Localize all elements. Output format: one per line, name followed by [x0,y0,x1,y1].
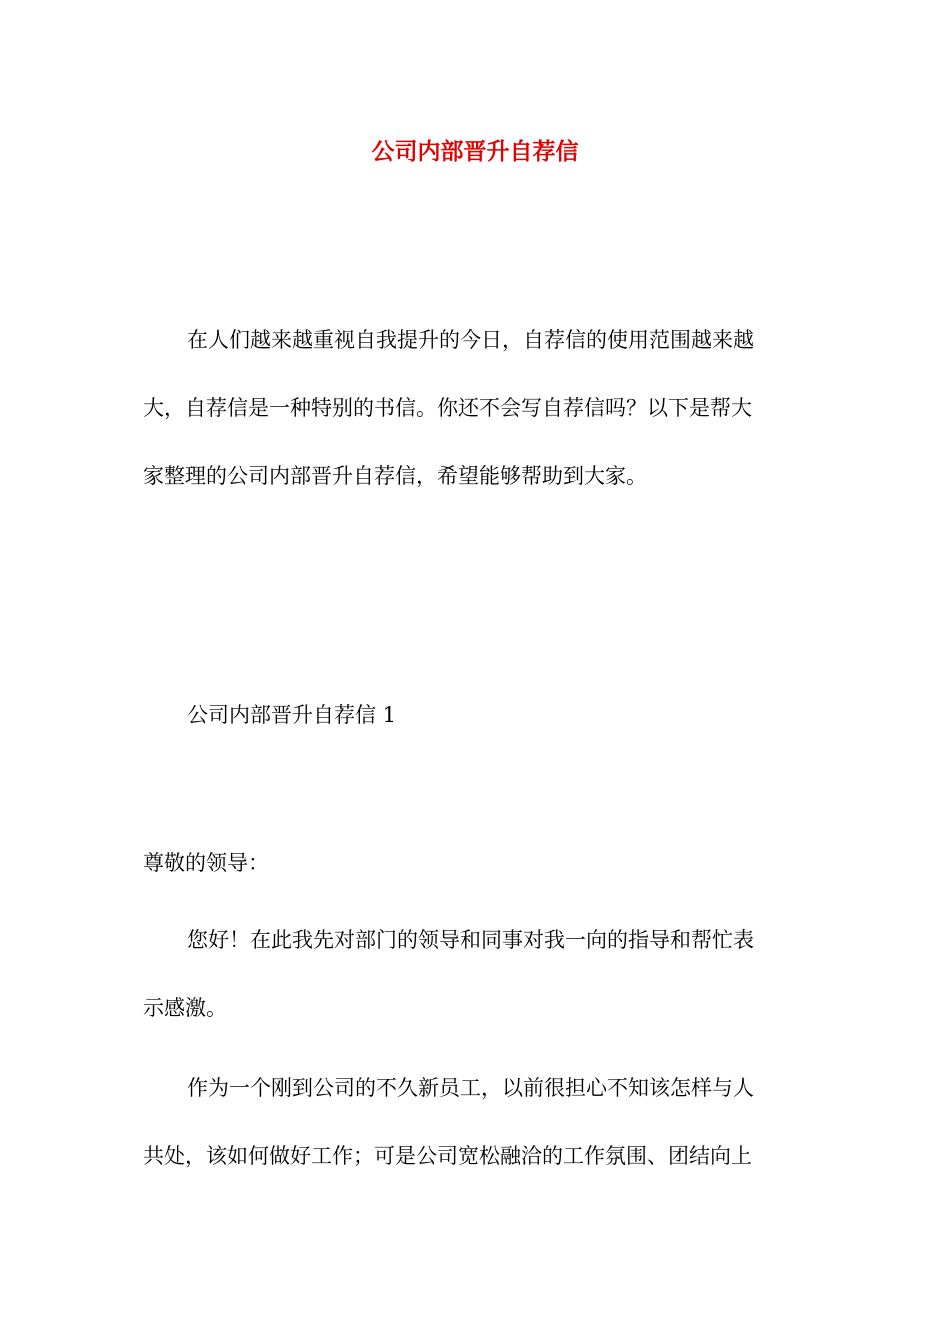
intro-paragraph [143,306,807,510]
salutation [143,829,807,897]
body-line-1: 作为一个刚到公司的不久新员工，以前很担心不知该怎样与人 [187,1076,754,1100]
greeting-line-2: 示感激。 [143,996,227,1020]
intro-line-3: 家整理的公司内部晋升自荐信，希望能够帮助到大家。 [143,464,647,488]
body-line-2: 共处，该如何做好工作；可是公司宽松融洽的工作氛围、团结向上 [143,1144,752,1168]
paragraph-body [143,1054,807,1190]
paragraph-greeting [143,906,807,1042]
section-heading-text: 公司内部晋升自荐信 1 [187,703,397,727]
intro-line-2: 大，自荐信是一种特别的书信。你还不会写自荐信吗？以下是帮大 [143,396,752,420]
section-heading [143,681,807,749]
salutation-text: 尊敬的领导： [143,851,269,875]
greeting-line-1: 您好！在此我先对部门的领导和同事对我一向的指导和帮忙表 [187,928,754,952]
intro-line-1: 在人们越来越重视自我提升的今日，自荐信的使用范围越来越 [187,328,754,352]
document-title: 公司内部晋升自荐信 [371,138,579,165]
